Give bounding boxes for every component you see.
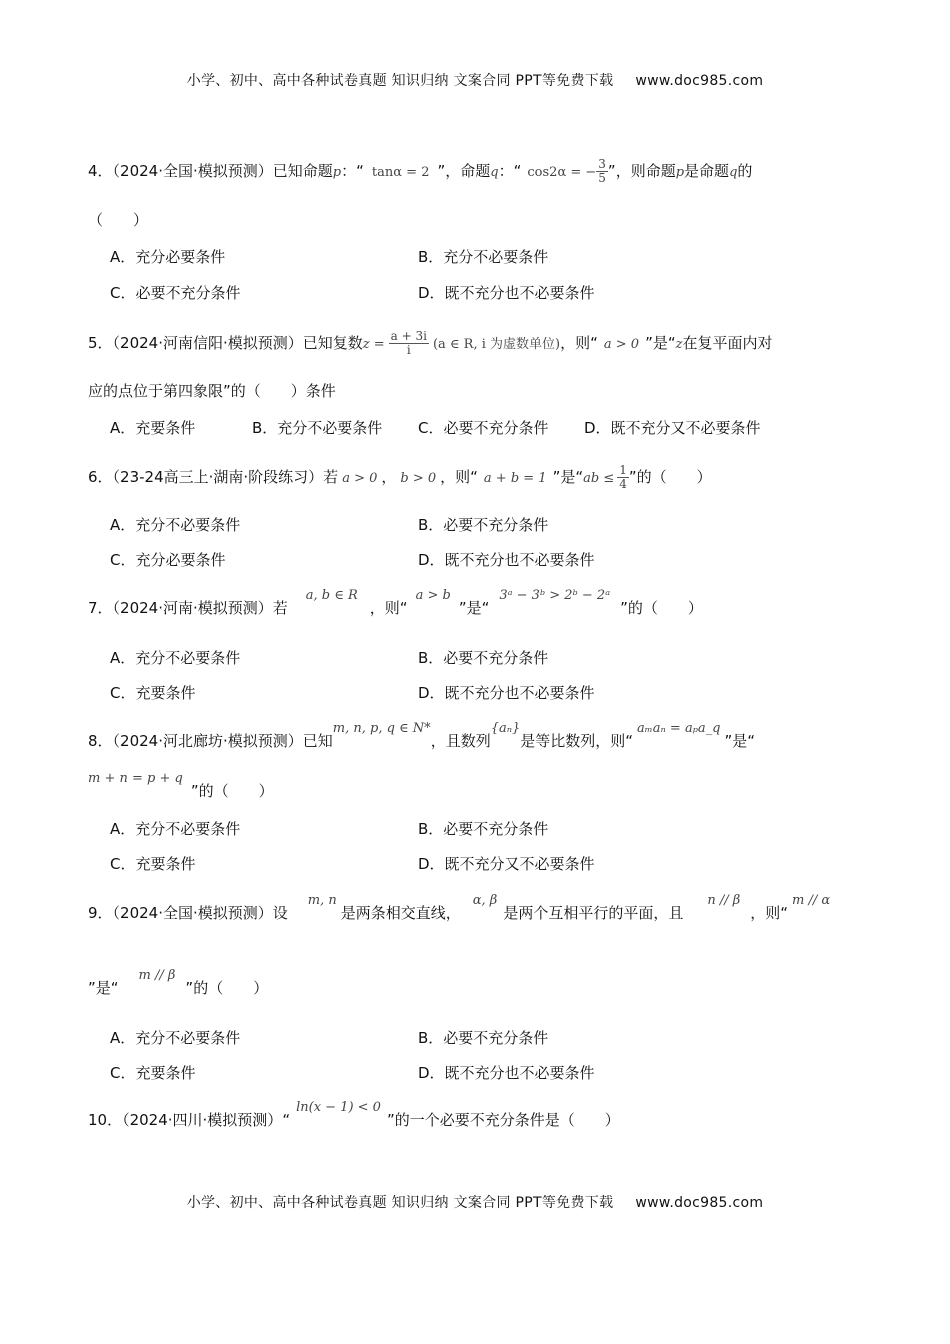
question-text: ，则“ <box>750 904 789 922</box>
option-b[interactable]: B．充分不必要条件 <box>252 419 383 437</box>
question-4 <box>88 158 868 185</box>
math-q: q <box>490 165 499 180</box>
math-ln-inequality: ln(x − 1) < 0 <box>296 1100 381 1115</box>
question-text: ”的（ ） <box>620 599 703 617</box>
question-text: 已知 <box>302 732 333 750</box>
footer-site-link[interactable]: www.doc985.com <box>635 1195 764 1211</box>
question-9-line2 <box>88 968 868 1000</box>
math-m-parallel-alpha: m // α <box>792 893 831 908</box>
fraction-3-5 <box>596 158 608 185</box>
question-text: 若 <box>323 468 339 486</box>
question-10 <box>88 1100 868 1132</box>
math-index-sum: m + n = p + q <box>88 771 183 786</box>
question-text: 设 <box>272 904 288 922</box>
question-9 <box>88 893 868 925</box>
math-p: p <box>332 165 342 180</box>
fraction-a3i-i <box>389 330 429 357</box>
question-text: “ <box>356 162 364 180</box>
question-text: ， <box>381 468 397 486</box>
footer-text: 小学、初中、高中各种试卷真题 知识归纳 文案合同 PPT等免费下载 <box>186 1195 614 1211</box>
question-text: ，则“ <box>440 468 478 486</box>
math-a-gt-0: a > 0 <box>603 337 640 352</box>
math-mnpq-in-n: m, n, p, q ∈ N* <box>332 721 431 736</box>
question-number: 5． <box>88 334 113 352</box>
math-tan: tanα = 2 <box>371 165 430 180</box>
question-text: ： <box>341 162 357 180</box>
question-6 <box>88 464 868 491</box>
question-8 <box>88 721 868 753</box>
math-cos: cos2α = − <box>527 165 597 180</box>
question-text: ”是“ <box>552 468 584 486</box>
math-alpha-beta: α, β <box>472 893 498 908</box>
math-p: p <box>675 165 685 180</box>
question-5-line2: 应的点位于第四象限”的（ ）条件 <box>88 382 336 400</box>
question-text: ，命题 <box>445 162 491 180</box>
fraction-denominator: i <box>406 343 411 357</box>
fraction-denominator: 4 <box>619 477 627 491</box>
question-text: ” <box>437 162 446 180</box>
question-text: 是等比数列，则“ <box>520 732 634 750</box>
option-c[interactable]: C．充要条件 <box>110 1064 196 1082</box>
question-source: （2024·四川·模拟预测） <box>122 1111 283 1129</box>
option-a[interactable]: A．充分不必要条件 <box>110 516 241 534</box>
math-z: z = <box>362 337 385 352</box>
fraction-numerator: 3 <box>598 157 606 171</box>
question-5 <box>88 330 868 357</box>
question-text: ，且数列 <box>430 732 491 750</box>
option-d[interactable]: D．既不充分又不必要条件 <box>418 855 595 873</box>
math-exp-inequality: 3ᵃ − 3ᵇ > 2ᵇ − 2ᵃ <box>499 588 611 603</box>
math-q: q <box>729 165 738 180</box>
option-d[interactable]: D．既不充分也不必要条件 <box>418 551 595 569</box>
math-a-plus-b: a + b = 1 <box>483 471 547 486</box>
page-footer <box>0 1192 950 1212</box>
option-b[interactable]: B．必要不充分条件 <box>418 1029 549 1047</box>
question-text: 已知命题 <box>272 162 333 180</box>
math-n-parallel-beta: n // β <box>707 893 741 908</box>
question-text: ： <box>498 162 514 180</box>
question-text: ”是“ <box>88 979 119 997</box>
question-text: ”的（ ） <box>185 979 269 997</box>
option-a[interactable]: A．充分必要条件 <box>110 248 226 266</box>
math-b-gt-0: b > 0 <box>400 471 437 486</box>
option-c[interactable]: C．必要不充分条件 <box>110 284 241 302</box>
fraction-1-4 <box>617 464 629 491</box>
fraction-numerator: a + 3i <box>390 329 427 343</box>
option-d[interactable]: D．既不充分也不必要条件 <box>418 284 595 302</box>
option-b[interactable]: B．充分不必要条件 <box>418 248 549 266</box>
math-z: z <box>675 337 683 352</box>
question-source: （2024·河南·模拟预测） <box>112 599 273 617</box>
math-ab-in-r: a, b ∈ R <box>305 588 358 603</box>
question-number: 6． <box>88 468 113 486</box>
question-number: 8． <box>88 732 113 750</box>
question-8-line2 <box>88 771 868 803</box>
question-number: 4． <box>88 162 113 180</box>
question-source: （2024·全国·模拟预测） <box>112 904 273 922</box>
option-d[interactable]: D．既不充分也不必要条件 <box>418 684 595 702</box>
option-c[interactable]: C．充要条件 <box>110 684 196 702</box>
question-text: 是命题 <box>684 162 730 180</box>
header-text: 小学、初中、高中各种试卷真题 知识归纳 文案合同 PPT等免费下载 <box>186 73 614 89</box>
math-a-gt-b: a > b <box>415 588 451 603</box>
question-number: 10． <box>88 1111 123 1129</box>
question-text: ”的一个必要不充分条件是（ ） <box>386 1111 620 1129</box>
math-ab-le: ab ≤ <box>583 471 615 486</box>
math-mn: m, n <box>307 893 337 908</box>
question-source: （2024·全国·模拟预测） <box>112 162 273 180</box>
question-text: 在复平面内对 <box>682 334 773 352</box>
option-b[interactable]: B．必要不充分条件 <box>418 820 549 838</box>
question-source: （23-24高三上·湖南·阶段练习） <box>112 468 324 486</box>
fraction-denominator: 5 <box>598 171 606 185</box>
answer-paren: （ ） <box>88 211 149 229</box>
math-a-gt-0: a > 0 <box>342 471 378 486</box>
question-number: 9． <box>88 904 113 922</box>
option-d[interactable]: D．既不充分又不必要条件 <box>584 419 761 437</box>
question-text: ，则“ <box>369 599 408 617</box>
option-a[interactable]: A．充分不必要条件 <box>110 649 241 667</box>
question-text: ”是“ <box>724 732 756 750</box>
question-text: ”的（ ） <box>190 782 274 800</box>
option-a[interactable]: A．充分不必要条件 <box>110 820 241 838</box>
question-text: ，则“ <box>560 334 598 352</box>
question-text: 是两条相交直线， <box>340 904 461 922</box>
option-d[interactable]: D．既不充分也不必要条件 <box>418 1064 595 1082</box>
question-text: 已知复数 <box>302 334 363 352</box>
fraction-numerator: 1 <box>619 463 627 477</box>
question-text: 是两个互相平行的平面，且 <box>503 904 684 922</box>
question-7 <box>88 588 868 620</box>
option-a[interactable]: A．充分不必要条件 <box>110 1029 241 1047</box>
option-b[interactable]: B．必要不充分条件 <box>418 516 549 534</box>
header-site-link[interactable]: www.doc985.com <box>635 73 764 89</box>
math-sequence: {aₙ} <box>490 721 521 736</box>
question-source: （2024·河南信阳·模拟预测） <box>112 334 303 352</box>
option-b[interactable]: B．必要不充分条件 <box>418 649 549 667</box>
question-text: 的 <box>737 162 753 180</box>
math-product-equality: aₘaₙ = aₚa_q <box>637 721 721 736</box>
question-text: ” <box>607 162 616 180</box>
page-header <box>0 70 950 90</box>
option-c[interactable]: C．必要不充分条件 <box>418 419 549 437</box>
question-text: “ <box>513 162 522 180</box>
question-text: “ <box>282 1111 291 1129</box>
option-a[interactable]: A．充要条件 <box>110 419 196 437</box>
question-text: ”是“ <box>645 334 676 352</box>
question-text: 若 <box>272 599 288 617</box>
question-text: ”的（ ） <box>628 468 712 486</box>
option-c[interactable]: C．充要条件 <box>110 855 196 873</box>
question-text: ”是“ <box>458 599 490 617</box>
question-source: （2024·河北廊坊·模拟预测） <box>112 732 303 750</box>
math-m-parallel-beta: m // β <box>138 968 176 983</box>
question-number: 7． <box>88 599 113 617</box>
option-c[interactable]: C．充分必要条件 <box>110 551 226 569</box>
math-condition: (a ∈ R, i 为虚数单位) <box>432 337 561 352</box>
question-text: ，则命题 <box>615 162 676 180</box>
